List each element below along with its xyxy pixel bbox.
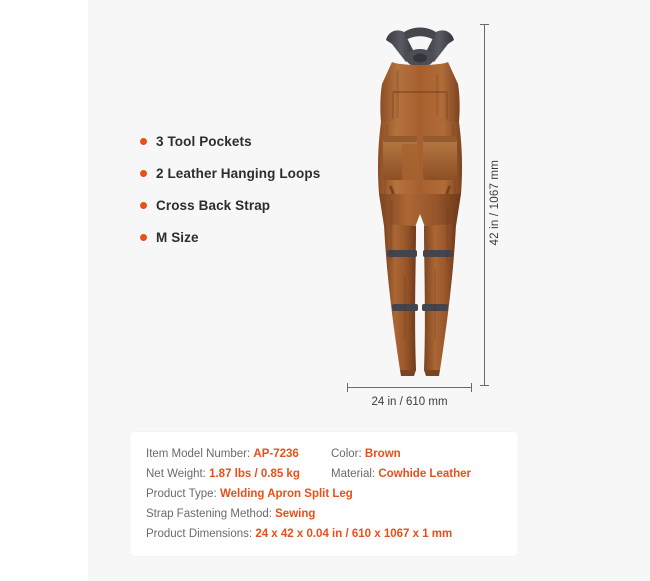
product-image [330,18,510,393]
spec-key-material: Material: [331,468,376,480]
spec-value-dimensions: 24 x 42 x 0.04 in / 610 x 1067 x 1 mm [255,528,453,540]
neck-strap [404,28,436,41]
bullet-icon [140,170,147,177]
spec-row-fastening [146,504,502,524]
spec-cell-material [331,464,502,484]
spec-cell-color [331,444,502,464]
dimension-width-label: 24 in / 610 mm [371,396,448,408]
spec-cell-model [146,444,331,464]
tool-pocket-center [402,144,418,180]
welding-apron-illustration [330,18,510,393]
feature-label: 2 Leather Hanging Loops [156,166,321,181]
feature-label: Cross Back Strap [156,198,271,213]
bullet-icon [140,138,147,145]
tool-pocket-right [423,136,457,180]
spec-row-dimensions [146,524,502,544]
leg-left [384,224,416,370]
left-gutter [0,0,88,581]
dimension-line-horizontal [347,387,472,388]
spec-row-weight-material [146,464,502,484]
list-item [140,166,340,181]
spec-value-color: Brown [364,448,401,460]
spec-row-model-color [146,444,502,464]
spec-value-weight: 1.87 lbs / 0.85 kg [209,468,300,480]
spec-cell-fastening [146,504,315,524]
spec-key-type: Product Type: [146,488,217,500]
feature-label: M Size [156,230,199,245]
feature-list [140,134,340,262]
dimension-height-label: 42 in / 1067 mm [489,160,501,246]
spec-cell-weight [146,464,331,484]
spec-key-model: Item Model Number: [146,448,251,460]
spec-value-material: Cowhide Leather [378,468,471,480]
spec-value-fastening: Sewing [275,508,316,520]
spec-key-dimensions: Product Dimensions: [146,528,253,540]
spec-value-type: Welding Apron Split Leg [219,488,353,500]
specification-card [130,432,518,556]
leg-right [424,224,456,370]
spec-key-weight: Net Weight: [146,468,206,480]
feature-label: 3 Tool Pockets [156,134,252,149]
list-item [140,198,340,213]
bullet-icon [140,234,147,241]
spec-cell-type [146,484,353,504]
spec-value-model: AP-7236 [253,448,299,460]
dimension-line-vertical [484,24,485,386]
bullet-icon [140,202,147,209]
spec-row-type [146,484,502,504]
spec-cell-dimensions [146,524,452,544]
list-item [140,230,340,245]
list-item [140,134,340,149]
spec-key-color: Color: [331,448,362,460]
spec-key-fastening: Strap Fastening Method: [146,508,272,520]
